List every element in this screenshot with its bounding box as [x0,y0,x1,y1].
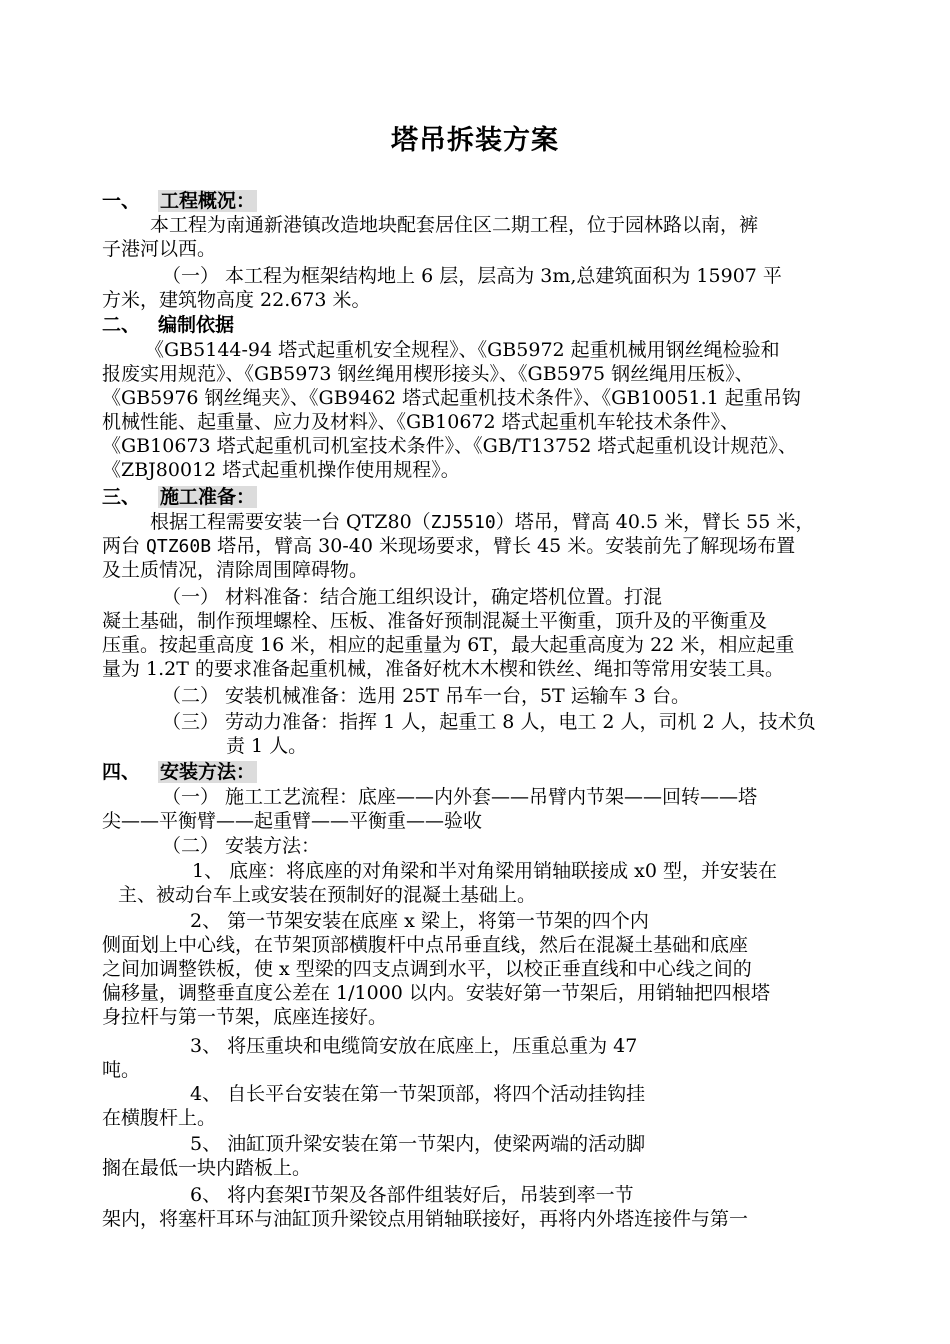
paragraph: 《ZBJ80012 塔式起重机操作使用规程》。 [102,459,460,481]
paragraph: 机械性能、起重量、应力及材料》、《GB10672 塔式起重机车轮技术条件》、 [102,411,740,433]
section-1-title: 工程概况： [160,190,256,212]
document-title: 塔吊拆装方案 [391,125,559,156]
section-2-number: 二、 [102,314,141,336]
paragraph: 3、 将压重块和电缆筒安放在底座上，压重总重为 47 [190,1035,638,1057]
paragraph [150,510,814,535]
paragraph: （二） 安装机械准备：选用 25T 吊车一台，5T 运输车 3 台。 [162,685,690,707]
paragraph: 本工程为南通新港镇改造地块配套居住区二期工程，位于园林路以南，裤 [150,214,759,236]
paragraph: 1、 底座：将底座的对角梁和半对角梁用销轴联接成 x0 型，并安装在 [192,860,778,882]
paragraph: 量为 1.2T 的要求准备起重机械，准备好枕木木楔和铁丝、绳扣等常用安装工具。 [102,658,784,680]
paragraph: 偏移量，调整垂直度公差在 1/1000 以内。安装好第一节架后，用销轴把四根塔 [102,982,770,1004]
paragraph: 尖——平衡臂——起重臂——平衡重——验收 [102,810,483,832]
paragraph: 凝土基础，制作预埋螺栓、压板、准备好预制混凝土平衡重，顶升及的平衡重及 [102,610,768,632]
paragraph: 之间加调整铁板，使 x 型梁的四支点调到水平，以校正垂直线和中心线之间的 [102,958,752,980]
paragraph: 《GB10673 塔式起重机司机室技术条件》、《GB/T13752 塔式起重机设计规范》、 [102,435,797,457]
paragraph: 在横腹杆上。 [102,1107,217,1129]
paragraph: 主、被动台车上或安装在预制好的混凝土基础上。 [118,884,537,906]
section-4-title: 安装方法： [160,761,256,783]
paragraph: 《GB5144-94 塔式起重机安全规程》、《GB5972 起重机械用钢丝绳检验和 [145,339,780,361]
model-code: QTZ60B [146,536,212,557]
paragraph: 方米，建筑物高度 22.673 米。 [102,289,371,311]
paragraph [102,534,795,559]
paragraph: 6、 将内套架Ⅰ节架及各部件组装好后，吊装到率一节 [190,1184,634,1206]
paragraph: 2、 第一节架安装在底座 x 梁上，将第一节架的四个内 [190,910,649,932]
paragraph: 架内，将塞杆耳环与油缸顶升梁铰点用销轴联接好，再将内外塔连接件与第一 [102,1208,749,1230]
paragraph: （一） 施工工艺流程：底座——内外套——吊臂内节架——回转——塔 [162,786,758,808]
section-1-heading [102,189,257,213]
section-4-number: 四、 [102,761,141,783]
paragraph: 侧面划上中心线，在节架顶部横腹杆中点吊垂直线，然后在混凝土基础和底座 [102,934,749,956]
text-run: 两台 [102,535,147,557]
paragraph: 责 1 人。 [226,735,308,757]
paragraph: （一） 材料准备：结合施工组织设计，确定塔机位置。打混 [162,586,663,608]
paragraph: （三） 劳动力准备：指挥 1 人，起重工 8 人，电工 2 人，司机 2 人，技术负 [162,711,816,733]
paragraph: 《GB5976 钢丝绳夹》、《GB9462 塔式起重机技术条件》、《GB10051.1 起重吊钩 [102,387,801,409]
paragraph: 搁在最低一块内踏板上。 [102,1157,312,1179]
model-code: ZJ5510 [430,512,496,533]
paragraph: 及土质情况，清除周围障碍物。 [102,559,369,581]
section-2-title: 编制依据 [158,314,235,336]
text-run: 塔吊，臂高 30-40 米现场要求，臂长 45 米。安装前先了解现场布置 [211,535,796,557]
paragraph: 报废实用规范》、《GB5973 钢丝绳用楔形接头》、《GB5975 钢丝绳用压板》、 [102,363,754,385]
paragraph: 吨。 [102,1059,141,1081]
paragraph: 4、 自长平台安装在第一节架顶部，将四个活动挂钩挂 [190,1083,646,1105]
section-4-heading [102,760,257,784]
paragraph: （二） 安装方法： [162,835,321,857]
section-1-number: 一、 [102,190,141,212]
paragraph: 压重。按起重高度 16 米，相应的起重量为 6T，最大起重高度为 22 米，相应起重 [102,634,795,656]
paragraph: 5、 油缸顶升梁安装在第一节架内，使梁两端的活动脚 [190,1133,646,1155]
section-2-heading [102,313,234,337]
paragraph: 子港河以西。 [102,238,217,260]
text-run: 根据工程需要安装一台 QTZ80（ [150,511,431,533]
paragraph: 身拉杆与第一节架，底座连接好。 [102,1006,388,1028]
paragraph: （一） 本工程为框架结构地上 6 层，层高为 3m,总建筑面积为 15907 平 [162,265,782,287]
section-3-title: 施工准备： [160,486,256,508]
text-run: ）塔吊，臂高 40.5 米，臂长 55 米， [495,511,815,533]
section-3-number: 三、 [102,486,141,508]
section-3-heading [102,485,257,509]
